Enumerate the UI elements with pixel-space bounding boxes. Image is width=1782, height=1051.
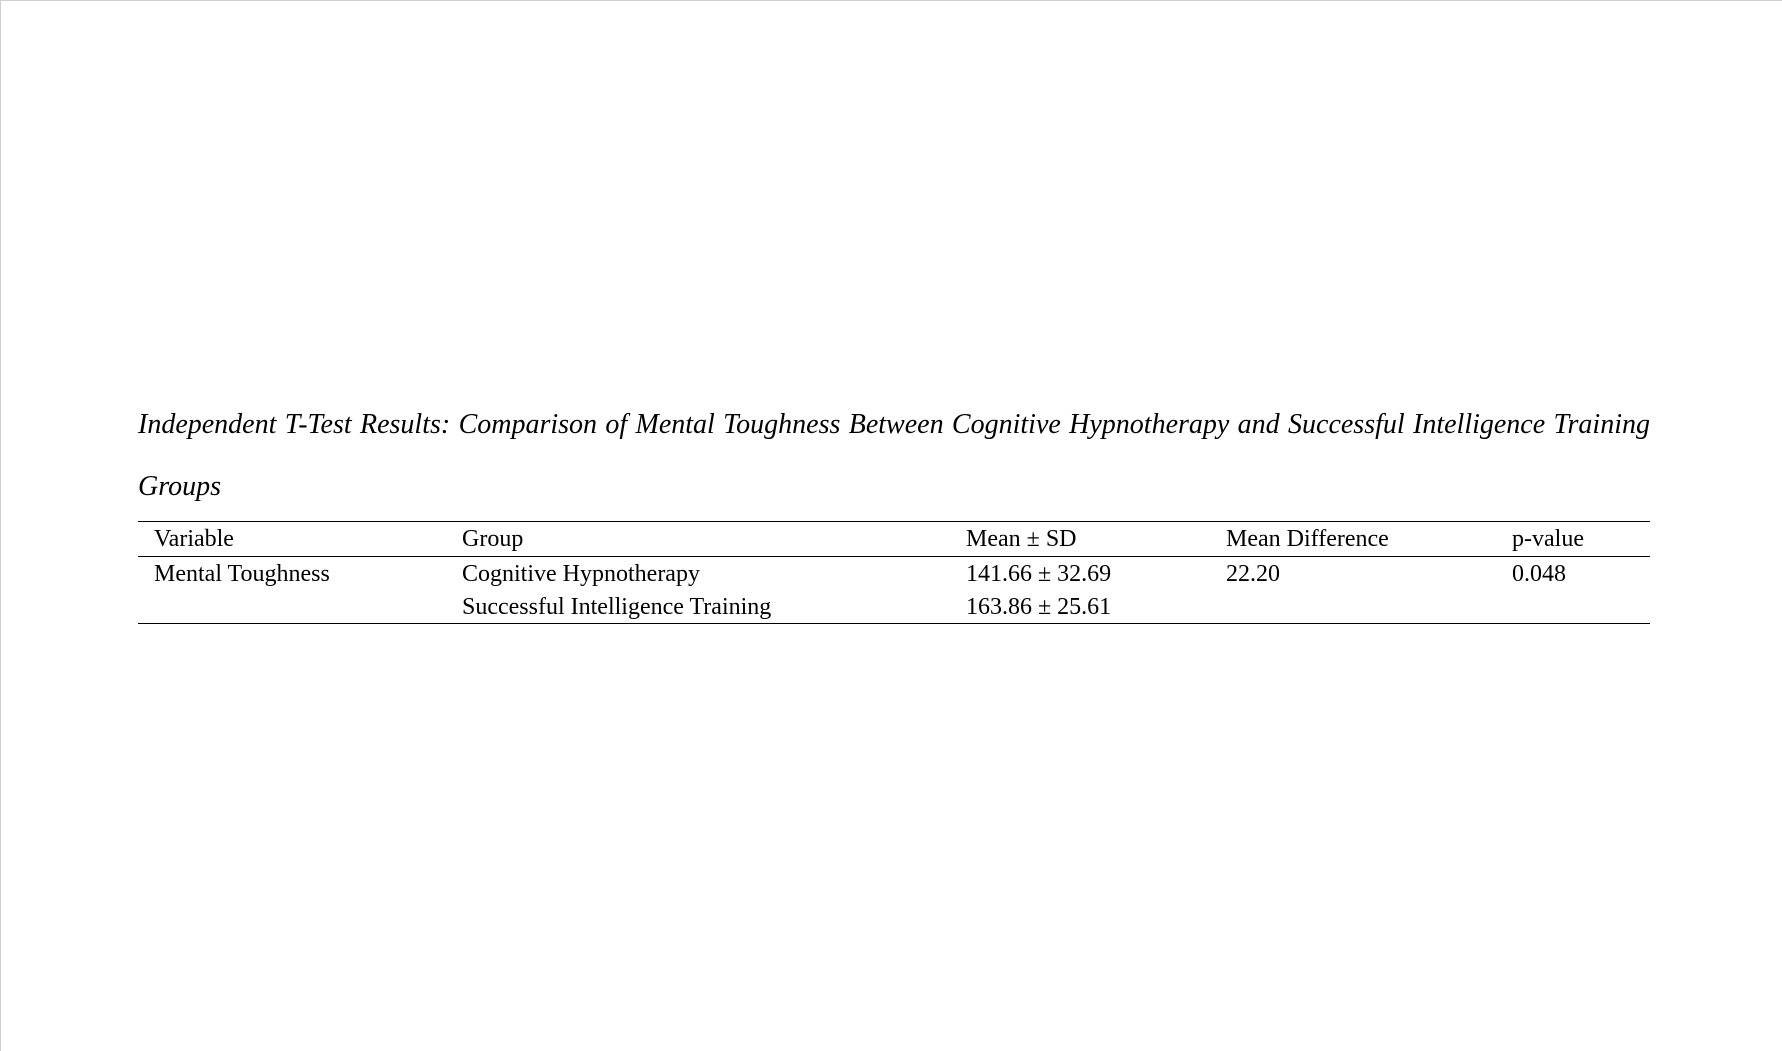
cell-p-value: 0.048 [1512, 561, 1566, 587]
table-caption: Independent T-Test Results: Comparison of Mental Toughness Between Cognitive Hypnotherapy and Successful Intelligence Training Groups [138, 409, 1650, 502]
header-p-value: p-value [1496, 522, 1650, 557]
table-row [138, 590, 1650, 624]
cell-p-value [1496, 590, 1650, 624]
header-row [138, 522, 1650, 557]
header-variable: Variable [138, 522, 446, 557]
results-table [138, 521, 1650, 624]
table-row [138, 557, 1650, 591]
cell-group: Successful Intelligence Training [446, 590, 950, 624]
table-body [138, 557, 1650, 624]
header-mean-sd: Mean ± SD [950, 522, 1210, 557]
header-mean-difference: Mean Difference [1210, 522, 1496, 557]
cell-mean-sd: 141.66 ± 32.69 [966, 561, 1112, 587]
header-group: Group [446, 522, 950, 557]
cell-mean-sd: 163.86 ± 25.61 [950, 590, 1210, 624]
cell-variable: Mental Toughness [154, 561, 330, 587]
cell-variable [138, 590, 446, 624]
table-header [138, 522, 1650, 557]
cell-mean-difference [1210, 590, 1496, 624]
cell-mean-difference: 22.20 [1226, 561, 1280, 587]
cell-group: Cognitive Hypnotherapy [462, 561, 700, 587]
